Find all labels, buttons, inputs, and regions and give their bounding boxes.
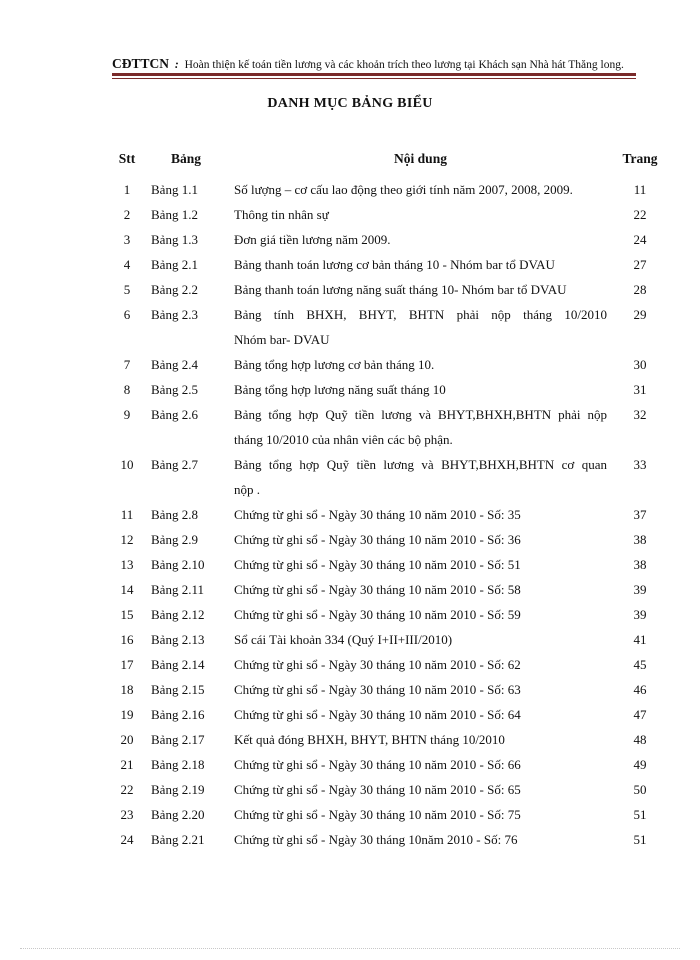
- row-noidung: Chứng từ ghi sổ - Ngày 30 tháng 10 năm 2010 - Số: 63: [234, 682, 521, 697]
- row-stt: 7: [123, 357, 131, 372]
- row-stt: 4: [123, 257, 131, 272]
- row-stt: 13: [120, 557, 134, 572]
- row-noidung: Chứng từ ghi sổ - Ngày 30 tháng 10 năm 2010 - Số: 66: [234, 757, 521, 772]
- row-trang: 39: [633, 582, 647, 597]
- row-noidung: Chứng từ ghi sổ - Ngày 30 tháng 10 năm 2010 - Số: 65: [234, 782, 521, 797]
- row-stt: 18: [120, 682, 134, 697]
- row-trang: 45: [633, 657, 647, 672]
- row-noidung: Chứng từ ghi sổ - Ngày 30 tháng 10năm 2010 - Số: 76: [234, 832, 518, 847]
- row-stt: 22: [120, 782, 134, 797]
- row-bang: Bảng 2.17: [151, 732, 205, 747]
- row-bang: Bảng 2.1: [151, 257, 198, 272]
- row-bang: Bảng 2.15: [151, 682, 205, 697]
- row-bang: Bảng 2.13: [151, 632, 205, 647]
- row-bang: Bảng 2.5: [151, 382, 198, 397]
- row-stt: 17: [120, 657, 134, 672]
- row-noidung: Bảng tổng hợp Quỹ tiền lương và BHYT,BHXH,BHTN cơ quan: [234, 457, 607, 472]
- row-trang: 38: [633, 532, 647, 547]
- row-noidung: Chứng từ ghi sổ - Ngày 30 tháng 10 năm 2010 - Số: 64: [234, 707, 521, 722]
- row-trang: 51: [633, 832, 647, 847]
- row-trang: 49: [633, 757, 647, 772]
- column-header-noidung: Nội dung: [394, 151, 447, 166]
- column-header-trang: Trang: [622, 151, 658, 166]
- row-bang: Bảng 2.6: [151, 407, 198, 422]
- row-bang: Bảng 2.10: [151, 557, 205, 572]
- row-noidung: Bảng tổng hợp lương năng suất tháng 10: [234, 382, 446, 397]
- row-noidung: Bảng tổng hợp lương cơ bản tháng 10.: [234, 357, 435, 372]
- row-stt: 11: [120, 507, 134, 522]
- row-noidung: Chứng từ ghi sổ - Ngày 30 tháng 10 năm 2010 - Số: 35: [234, 507, 521, 522]
- header-text: Hoàn thiện kế toán tiền lương và các khoản trích theo lương tại Khách sạn Nhà hát Thăng long.: [184, 59, 624, 71]
- row-noidung-cont: Nhóm bar- DVAU: [234, 332, 330, 347]
- row-trang: 41: [633, 632, 647, 647]
- row-trang: 29: [633, 307, 647, 322]
- row-stt: 5: [123, 282, 131, 297]
- row-bang: Bảng 1.3: [151, 232, 198, 247]
- page-header: [112, 56, 632, 72]
- row-bang: Bảng 2.21: [151, 832, 205, 847]
- row-noidung: Đơn giá tiền lương năm 2009.: [234, 232, 391, 247]
- header-separator: :: [174, 59, 179, 71]
- row-bang: Bảng 2.7: [151, 457, 198, 472]
- row-noidung: Số lượng – cơ cấu lao động theo giới tính năm 2007, 2008, 2009.: [234, 182, 573, 197]
- row-stt: 12: [120, 532, 134, 547]
- row-noidung: Thông tin nhân sự: [234, 207, 329, 222]
- header-rule-thick: [112, 73, 636, 76]
- row-stt: 19: [120, 707, 134, 722]
- row-noidung-cont: tháng 10/2010 của nhân viên các bộ phận.: [234, 432, 453, 447]
- row-stt: 16: [120, 632, 134, 647]
- row-bang: Bảng 2.8: [151, 507, 198, 522]
- row-noidung: Bảng tính BHXH, BHYT, BHTN phải nộp tháng 10/2010: [234, 307, 607, 322]
- column-header-bang: Bảng: [171, 151, 202, 166]
- row-bang: Bảng 2.19: [151, 782, 205, 797]
- row-trang: 24: [633, 232, 647, 247]
- row-bang: Bảng 2.16: [151, 707, 205, 722]
- row-bang: Bảng 2.20: [151, 807, 205, 822]
- row-stt: 8: [123, 382, 131, 397]
- row-trang: 27: [633, 257, 647, 272]
- row-stt: 10: [120, 457, 134, 472]
- row-trang: 28: [633, 282, 647, 297]
- row-trang: 33: [633, 457, 647, 472]
- row-noidung: Bảng thanh toán lương cơ bản tháng 10 - Nhóm bar tổ DVAU: [234, 257, 555, 272]
- row-trang: 22: [633, 207, 647, 222]
- row-trang: 47: [633, 707, 647, 722]
- row-stt: 24: [120, 832, 134, 847]
- header-rule-thin: [112, 78, 636, 79]
- header-code: CĐTTCN: [112, 56, 170, 71]
- row-noidung-cont: nộp .: [234, 482, 260, 497]
- row-noidung: Bảng thanh toán lương năng suất tháng 10- Nhóm bar tổ DVAU: [234, 282, 567, 297]
- row-bang: Bảng 2.4: [151, 357, 198, 372]
- row-bang: Bảng 2.18: [151, 757, 205, 772]
- row-stt: 6: [123, 307, 131, 322]
- row-trang: 30: [633, 357, 647, 372]
- column-header-stt: Stt: [118, 151, 136, 166]
- row-stt: 15: [120, 607, 134, 622]
- row-trang: 37: [633, 507, 647, 522]
- row-trang: 51: [633, 807, 647, 822]
- row-bang: Bảng 1.1: [151, 182, 198, 197]
- row-stt: 3: [123, 232, 131, 247]
- row-noidung: Chứng từ ghi sổ - Ngày 30 tháng 10 năm 2010 - Số: 36: [234, 532, 521, 547]
- row-noidung: Chứng từ ghi sổ - Ngày 30 tháng 10 năm 2010 - Số: 59: [234, 607, 521, 622]
- row-noidung: Chứng từ ghi sổ - Ngày 30 tháng 10 năm 2010 - Số: 51: [234, 557, 521, 572]
- page-title: DANH MỤC BẢNG BIỂU: [267, 96, 433, 111]
- row-stt: 20: [120, 732, 134, 747]
- row-stt: 1: [123, 182, 131, 197]
- row-stt: 14: [120, 582, 134, 597]
- row-stt: 23: [120, 807, 134, 822]
- row-trang: 11: [633, 182, 647, 197]
- row-bang: Bảng 2.9: [151, 532, 198, 547]
- row-noidung: Kết quả đóng BHXH, BHYT, BHTN tháng 10/2010: [234, 732, 505, 747]
- row-noidung: Chứng từ ghi sổ - Ngày 30 tháng 10 năm 2010 - Số: 62: [234, 657, 521, 672]
- row-stt: 9: [123, 407, 131, 422]
- row-trang: 50: [633, 782, 647, 797]
- row-trang: 48: [633, 732, 647, 747]
- row-bang: Bảng 2.3: [151, 307, 198, 322]
- row-trang: 38: [633, 557, 647, 572]
- row-noidung: Chứng từ ghi sổ - Ngày 30 tháng 10 năm 2010 - Số: 58: [234, 582, 521, 597]
- row-bang: Bảng 2.14: [151, 657, 205, 672]
- row-noidung: Sổ cái Tài khoản 334 (Quý I+II+III/2010): [234, 632, 453, 647]
- row-trang: 46: [633, 682, 647, 697]
- footer-divider: [20, 948, 680, 949]
- row-bang: Bảng 2.2: [151, 282, 198, 297]
- row-noidung: Chứng từ ghi sổ - Ngày 30 tháng 10 năm 2010 - Số: 75: [234, 807, 521, 822]
- row-stt: 2: [123, 207, 131, 222]
- row-stt: 21: [120, 757, 134, 772]
- row-trang: 32: [633, 407, 647, 422]
- row-trang: 39: [633, 607, 647, 622]
- row-bang: Bảng 1.2: [151, 207, 198, 222]
- row-bang: Bảng 2.12: [151, 607, 205, 622]
- row-trang: 31: [633, 382, 647, 397]
- row-bang: Bảng 2.11: [151, 582, 204, 597]
- row-noidung: Bảng tổng hợp Quỹ tiền lương và BHYT,BHXH,BHTN phải nộp: [234, 407, 607, 422]
